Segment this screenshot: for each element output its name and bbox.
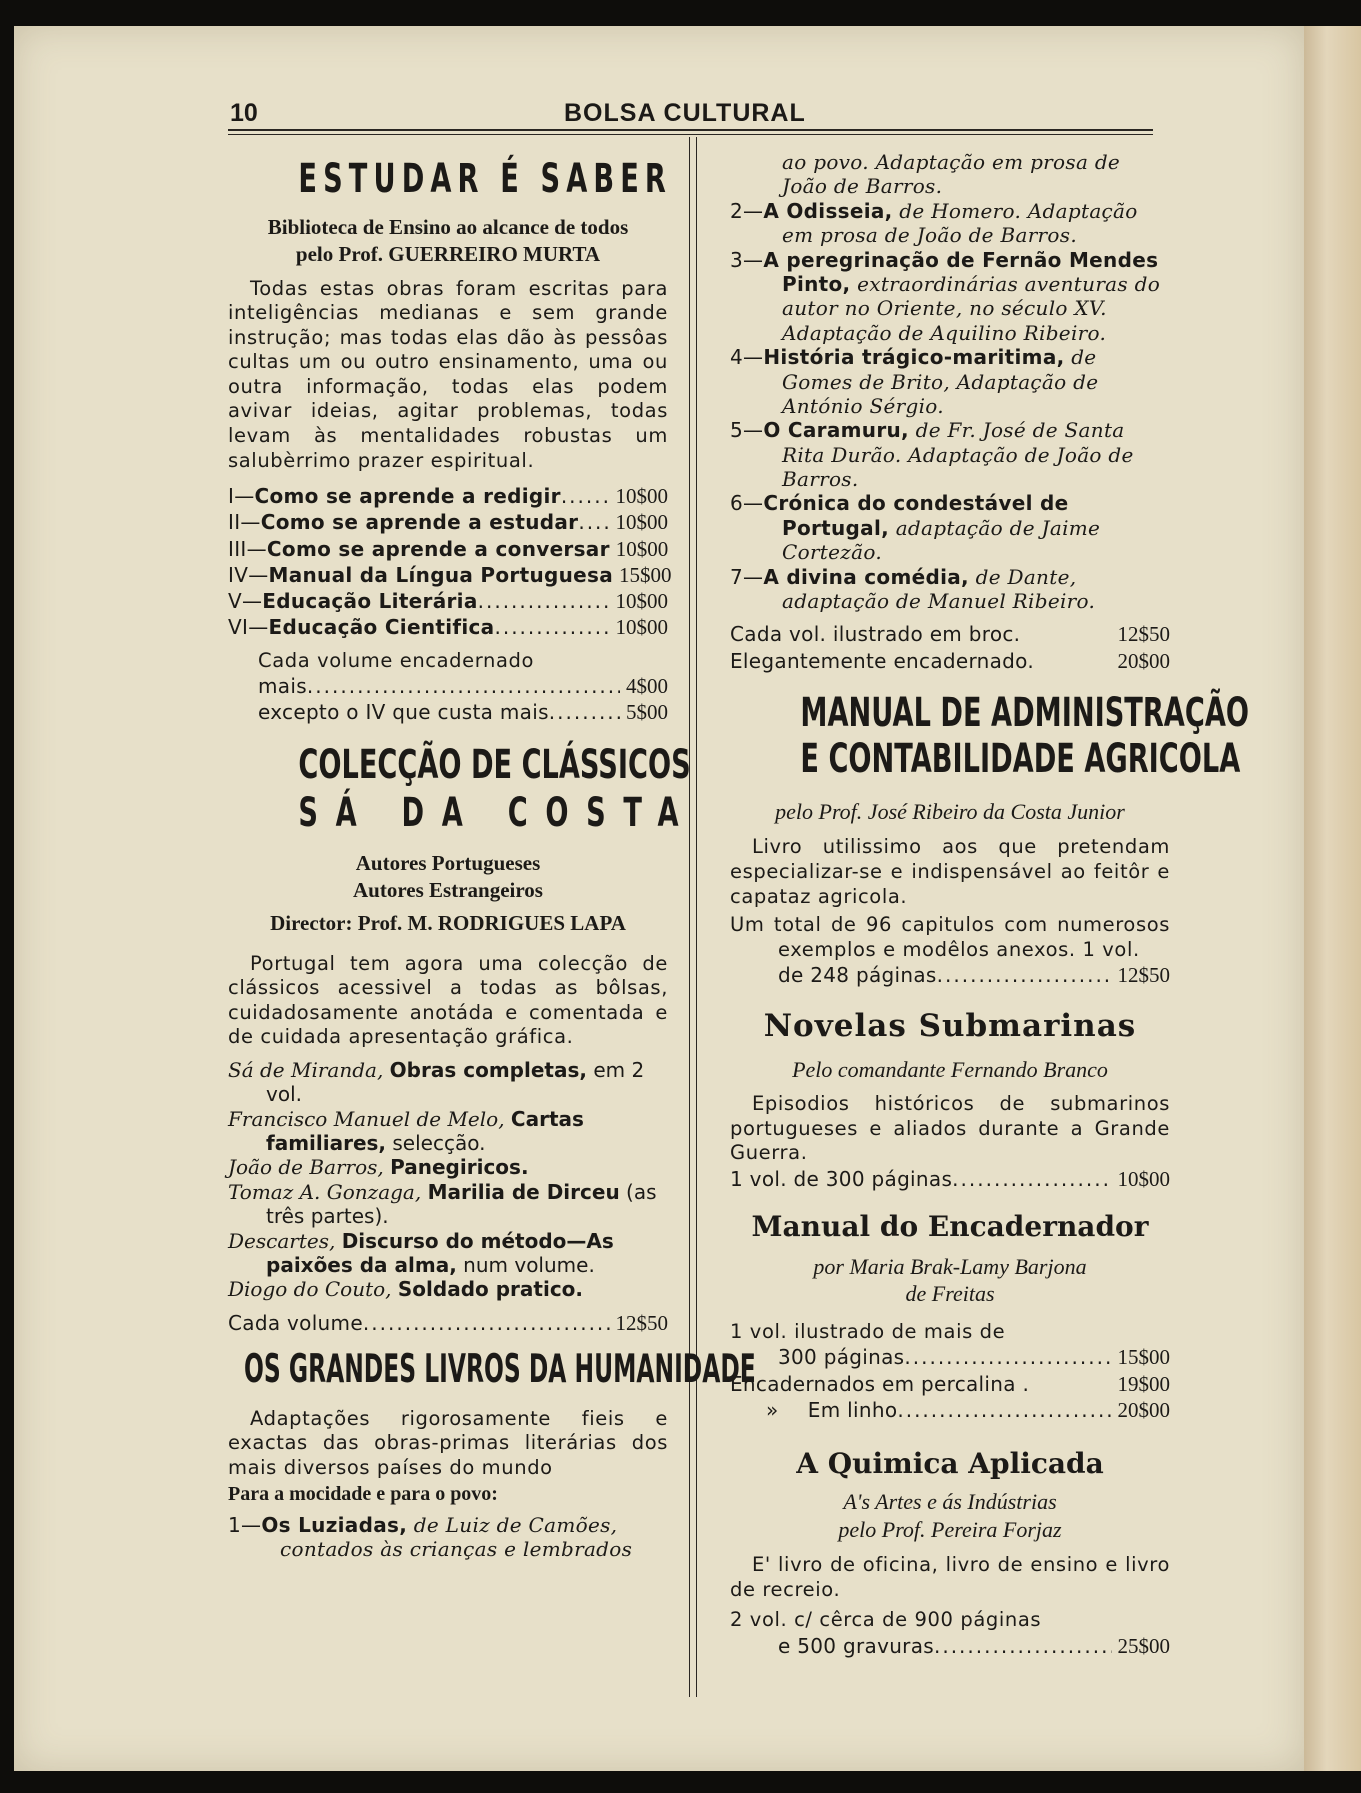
bound-note: Cada volume encadernado mais ..... 4$00 excepto o IV que custa mais ..... 5$00 (228, 649, 668, 726)
list-item: II—Como se aprende a estudar ..... 10$00 (228, 509, 668, 535)
list-item: I—Como se aprende a redigir ..... 10$00 (228, 483, 668, 509)
section-title-line2: E CONTABILIDADE AGRICOLA (800, 735, 1241, 782)
list-item: Tomaz A. Gonzaga, Marilia de Dirceu (as três partes). (228, 1179, 657, 1229)
price-line: » Em linho ..... 20$00 (730, 1397, 1170, 1423)
page-header (214, 96, 1154, 130)
grandes-livros-list (730, 199, 1170, 614)
column-divider (689, 137, 697, 1697)
section-title: ESTUDAR É SABER (298, 156, 673, 202)
section-title: OS GRANDES LIVROS DA HUMANIDADE (243, 1346, 756, 1392)
section-desc: 1 vol. ilustrado de mais de (730, 1319, 1006, 1343)
section-manual-encadernador (730, 1210, 1170, 1423)
list-item: João de Barros, Panegiricos. (228, 1155, 529, 1180)
section-title-line2: SÁ DA COSTA (298, 789, 697, 836)
list-item: 7—A divina comédia, de Dante, adaptação de Manuel Ribeiro. (730, 564, 1096, 614)
page-edge (1304, 26, 1361, 1771)
section-title: COLECÇÃO DE CLÁSSICOS (298, 741, 691, 788)
section-desc: E' livro de oficina, livro de ensino e livro de recreio. (730, 1553, 1170, 1601)
list-item: IV—Manual da Língua Portuguesa 15$00 (228, 562, 672, 587)
section-subtitle: Autores Estrangeiros (353, 877, 543, 902)
price-line: Cada volume ..... 12$50 (228, 1310, 668, 1336)
price-line: 1 vol. de 300 páginas ..... 10$00 (730, 1166, 1170, 1192)
section-manual-administracao (730, 689, 1249, 989)
section-intro: Portugal tem agora uma colecção de clássicos acessivel a todas as bôlsas, cuidadosamente anotáda e comentada e de cuidada apresentação gráfica. (228, 951, 668, 1049)
header-rule (228, 129, 1153, 131)
list-item: 5—O Caramuru, de Fr. José de Santa Rita Durão. Adaptação de João de Barros. (730, 418, 1134, 492)
section-intro-bold: Para a mocidade e para o povo: (228, 1482, 498, 1505)
right-column (730, 150, 1249, 1659)
page-number: 10 (230, 99, 258, 127)
section-subtitle: Biblioteca de Ensino ao alcance de todos (267, 215, 629, 239)
section-title: Manual do Encadernador (751, 1209, 1149, 1243)
section-desc: Episodios históricos de submarinos portugueses e aliados durante a Grande Guerra. (730, 1091, 1170, 1165)
book-list (228, 1058, 668, 1302)
section-intro: Adaptações rigorosamente fieis e exactas das obras-primas literárias dos mais diversos países do mundo (228, 1406, 668, 1480)
price-line: de 248 páginas ..... 12$50 (730, 962, 1170, 988)
section-quimica-aplicada (730, 1447, 1170, 1659)
section-desc: Livro utilissimo aos que pretendam especializar-se e indispensável ao feitôr e capataz agricola. (730, 835, 1170, 908)
list-item-continued: ao povo. Adaptação em prosa de João de Barros. (782, 150, 1121, 199)
price-line: Cada vol. ilustrado em broc. 12$50 (730, 622, 1170, 647)
section-grandes-livros (228, 1346, 756, 1561)
section-desc2: 2 vol. c/ cêrca de 900 páginas (730, 1608, 1042, 1632)
price-line: excepto o IV que custa mais ..... 5$00 (258, 699, 668, 725)
header-rule-thin (228, 134, 1153, 135)
section-title: MANUAL DE ADMINISTRAÇÃO (800, 689, 1249, 736)
left-column (228, 150, 756, 1561)
section-classicos (228, 741, 697, 1336)
section-title: A Quimica Aplicada (796, 1447, 1104, 1481)
section-subtitle: Autores Portugueses (355, 850, 541, 875)
price-block (730, 621, 1170, 674)
list-item: 3—A peregrinação de Fernão Mendes Pinto, extraordinárias aventuras do autor no Oriente, no século XV. Adaptação de Aquilino Ribeiro. (730, 247, 1161, 345)
list-item: 2—A Odisseia, de Homero. Adaptação em prosa de João de Barros. (730, 198, 1138, 248)
section-author: Pelo comandante Fernando Branco (792, 1057, 1108, 1083)
list-item: 4—História trágico-maritima, de Gomes de Brito, Adaptação de António Sérgio. (730, 345, 1099, 418)
price-line: Elegantemente encadernado. 20$00 (730, 648, 1170, 673)
list-item: Diogo do Couto, Soldado pratico. (228, 1277, 584, 1302)
price-line: Encadernados em percalina . 19$00 (730, 1371, 1170, 1396)
section-desc2: Um total de 96 capitulos com numerosos exemplos e modêlos anexos. 1 vol. (730, 913, 1170, 961)
list-item: Sá de Miranda, Obras completas, em 2 vol. (228, 1057, 645, 1107)
list-item: 6—Crónica do condestável de Portugal, adaptação de Jaime Cortezão. (730, 491, 1101, 565)
list-item: VI—Educação Cientifica ..... 10$00 (228, 614, 668, 640)
list-item: Francisco Manuel de Melo, Cartas familiares, selecção. (228, 1106, 584, 1155)
section-author: pelo Prof. Pereira Forjaz (838, 1516, 1062, 1542)
section-author-line2: de Freitas (905, 1281, 995, 1307)
section-author: por Maria Brak-Lamy Barjona (813, 1253, 1087, 1279)
section-title: Novelas Submarinas (763, 1008, 1137, 1045)
list-item: III—Como se aprende a conversar 10$00 (228, 536, 669, 561)
list-item: V—Educação Literária ..... 10$00 (228, 588, 668, 614)
price-list (228, 483, 672, 641)
section-estudar-saber (228, 156, 673, 726)
section-author: pelo Prof. José Ribeiro da Costa Junior (775, 798, 1125, 824)
price-line: mais ..... 4$00 (258, 673, 668, 699)
list-item: 1—Os Luziadas, de Luiz de Camões, contados às crianças e lembrados (228, 1512, 633, 1561)
section-intro: Todas estas obras foram escritas para inteligências medianas e sem grande instrução; mas todas elas dão às pessôas cultas um ou outro ensinamento, uma ou outra informação, todas elas podem avivar ideias, agitar problemas, todas levam às mentalidades robustas um salubèrrimo prazer espiritual. (228, 276, 668, 472)
running-title: BOLSA CULTURAL (564, 99, 806, 127)
list-item: Descartes, Discurso do método—As paixões da alma, num volume. (228, 1228, 614, 1277)
section-novelas-submarinas (730, 1008, 1170, 1191)
section-author: pelo Prof. GUERREIRO MURTA (295, 242, 601, 267)
price-line: 300 páginas ..... 15$00 (730, 1344, 1170, 1370)
price-line: e 500 gravuras ..... 25$00 (730, 1633, 1170, 1659)
section-subtitle: A's Artes e ás Indústrias (843, 1489, 1057, 1515)
section-director: Director: Prof. M. RODRIGUES LAPA (270, 911, 626, 936)
